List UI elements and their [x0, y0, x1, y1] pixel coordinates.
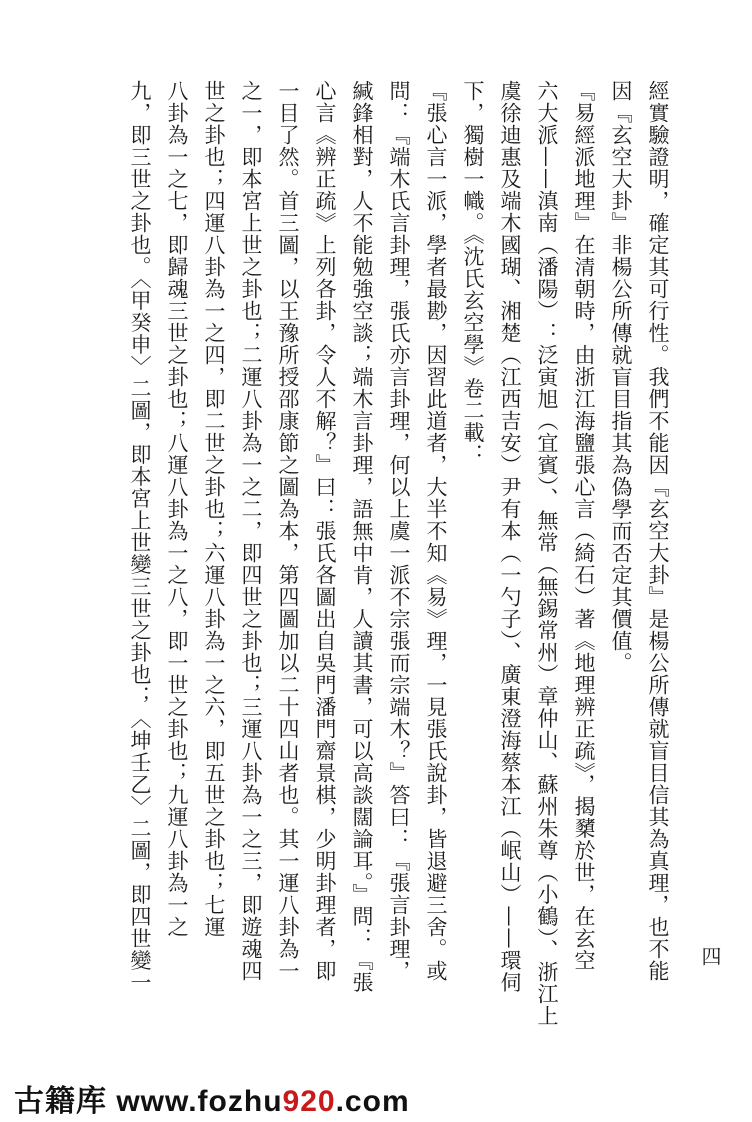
text-column: 之一，即本宮上世之卦也；二運八卦為一之二，即四世之卦也；三運八卦為一之三，即遊魂四 [239, 80, 263, 982]
site-watermark [14, 1076, 410, 1120]
watermark-prefix: 古籍库 www.fozhu [14, 1085, 283, 1118]
text-column: 問：『端木氏言卦理，張氏亦言卦理，何以上虞一派不宗張而宗端木？』答曰：『張言卦理， [387, 80, 411, 982]
text-column: 『張心言一派，學者最尠，因習此道者，大半不知《易》理，一見張氏說卦，皆退避三舍。或 [424, 80, 448, 982]
text-column: 因『玄空大卦』非楊公所傳就盲目指其為偽學而否定其價值。 [609, 80, 633, 674]
watermark-suffix: .com [335, 1085, 410, 1118]
text-column: 六大派——滇南（潘陽）：泛寅旭（宜賓）、無常（無錫常州）章仲山、蘇州朱尊（小鶴）、浙江上 [535, 80, 559, 1027]
text-column: 世之卦也；四運八卦為一之四，即二世之卦也；六運八卦為一之六，即五世之卦也；七運 [202, 80, 226, 938]
text-column: 虞徐迪惠及端木國瑚、湘楚（江西吉安）尹有本（一勺子）、廣東澄海蔡本江（岷山）——環伺 [498, 80, 522, 994]
text-column: 經實驗證明，確定其可行性。我們不能因『玄空大卦』是楊公所傳就盲目信其為真理，也不能 [646, 80, 670, 982]
text-column: 心言《辨正疏》上列各卦，令人不解？』曰：張氏各圖出自吳門潘門齋景棋，少明卦理者，即 [313, 80, 337, 982]
body-text [86, 80, 676, 1040]
text-column: 下，獨樹一幟。《沈氏玄空學》卷二載： [461, 80, 485, 466]
text-column: 緘鋒相對，人不能勉強空談；端木言卦理，語無中肯，人讀其書，可以高談闊論耳。』問：『張 [350, 80, 374, 994]
text-column: 九，即三世之卦也。〈甲癸申〉二圖，即本宮上世變三世之卦也；〈坤壬乙〉二圖，即四世變一 [128, 80, 152, 994]
watermark-number: 920 [282, 1085, 336, 1118]
text-column: 『易經派地理』在清朝時，由浙江海鹽張心言（綺石）著《地理辨正疏》，揭櫫於世，在玄空 [572, 80, 596, 972]
text-column: 八卦為一之七，即歸魂三世之卦也；八運八卦為一之八，即一世之卦也；九運八卦為一之 [165, 80, 189, 938]
page-number: 四 [698, 946, 722, 966]
text-column: 一目了然。首三圖，以王豫所授邵康節之圖為本，第四圖加以二十四山者也。其一運八卦為一 [276, 80, 300, 982]
